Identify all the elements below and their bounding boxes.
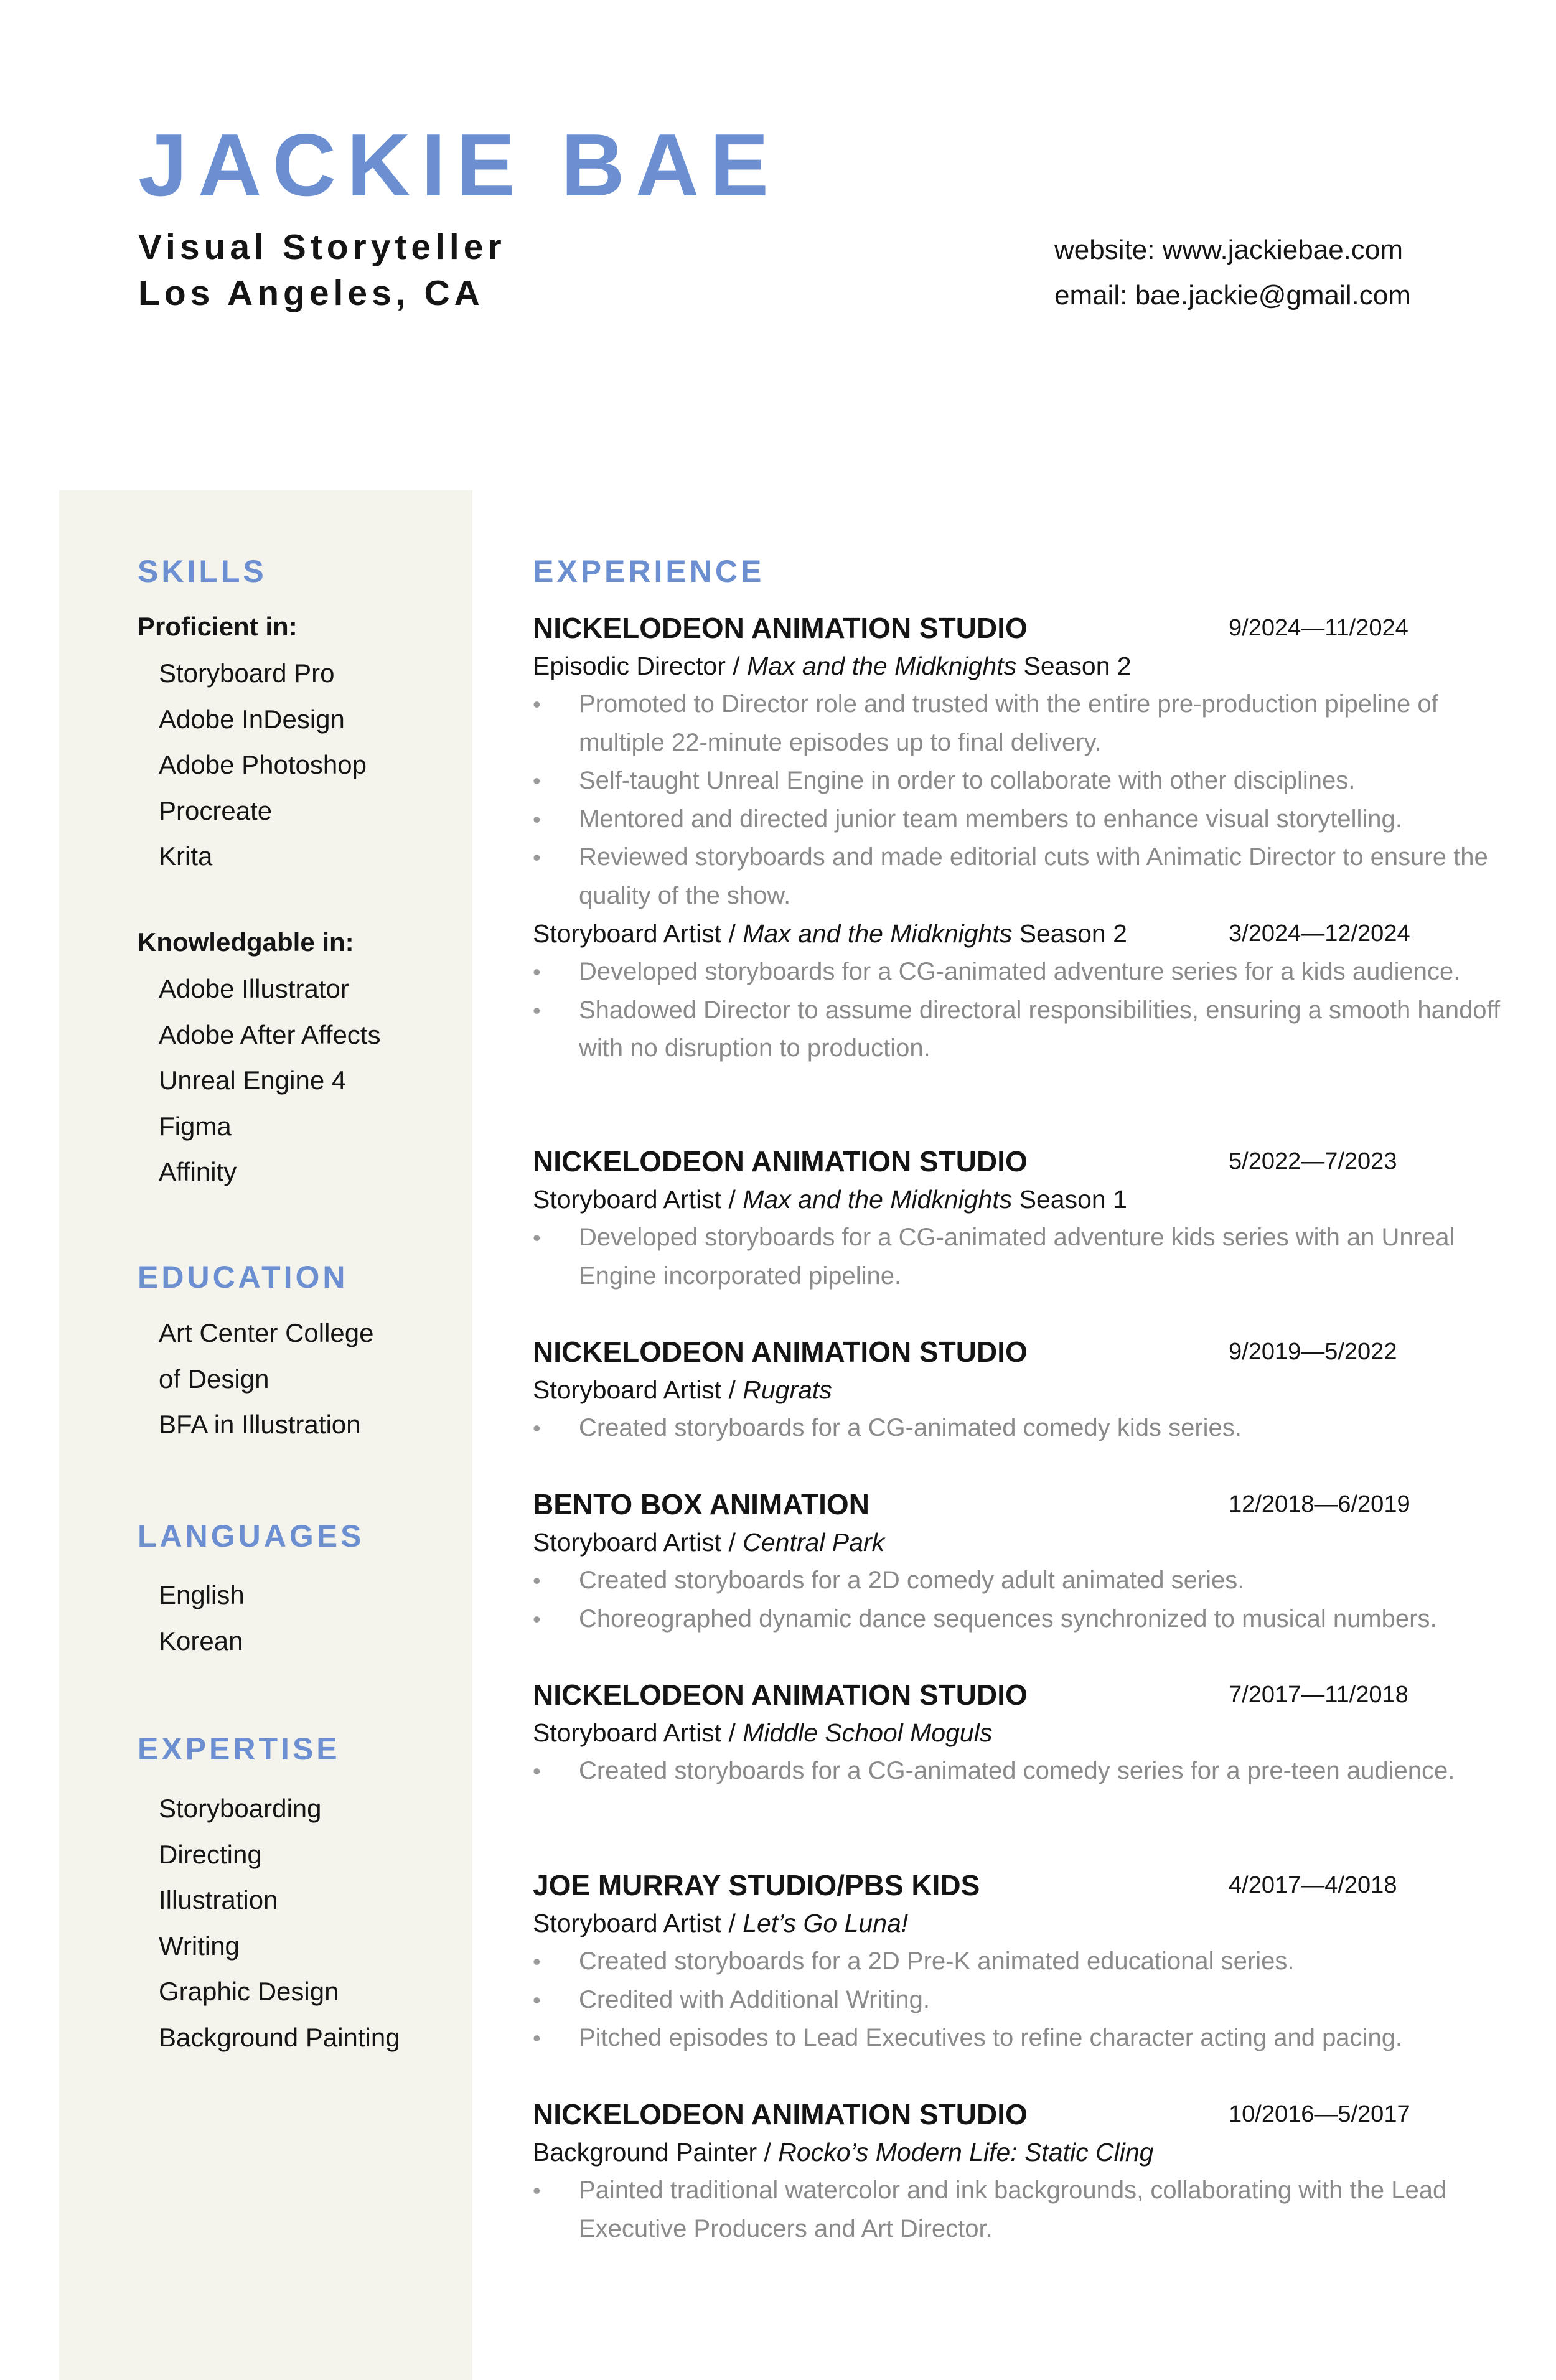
entry-header [533, 2095, 1504, 2134]
education-list [159, 1310, 374, 1448]
job-title: Visual Storyteller [138, 227, 506, 267]
date-range: 4/2017—4/2018 [1229, 1872, 1397, 1898]
bullet-list [533, 1942, 1504, 2058]
company-name: NICKELODEON ANIMATION STUDIO [533, 612, 1028, 644]
role-line [533, 1371, 1504, 1409]
bullet-list [533, 1219, 1504, 1295]
company-name: NICKELODEON ANIMATION STUDIO [533, 2098, 1028, 2130]
bullet-list [533, 953, 1504, 1068]
company-name: NICKELODEON ANIMATION STUDIO [533, 1145, 1028, 1178]
experience-entry [533, 1675, 1504, 1791]
languages-list [159, 1572, 245, 1664]
role-title: Storyboard Artist / [533, 1528, 743, 1557]
date-range: 9/2024—11/2024 [1229, 615, 1408, 641]
languages-heading: LANGUAGES [138, 1519, 365, 1553]
proficient-list [159, 650, 367, 879]
list-item: Writing [159, 1931, 240, 1961]
bullet-item: • Pitched episodes to Lead Executives to refine character acting and pacing. [533, 2019, 1504, 2058]
experience-entry [533, 1485, 1504, 1638]
experience-entry [533, 1866, 1504, 2058]
role-line [533, 2134, 1504, 2172]
list-item: Affinity [159, 1157, 237, 1186]
knowledgeable-label: Knowledgable in: [138, 927, 354, 957]
skills-heading: SKILLS [138, 554, 267, 589]
role-title: Storyboard Artist / [533, 1718, 743, 1747]
bullet-list [533, 1752, 1504, 1791]
list-item: BFA in Illustration [159, 1410, 361, 1439]
list-item: Adobe Illustrator [159, 974, 349, 1003]
experience-entry [533, 1142, 1504, 1295]
show-title: Max and the Midknights [747, 652, 1017, 680]
role-title: Episodic Director / [533, 652, 748, 680]
expertise-list [159, 1786, 400, 2060]
entry-header [533, 1675, 1504, 1714]
proficient-label: Proficient in: [138, 612, 298, 641]
role-line [533, 1714, 1504, 1752]
role-suffix: Season 2 [1012, 919, 1127, 948]
experience-entry [533, 1333, 1504, 1448]
company-name: JOE MURRAY STUDIO/PBS KIDS [533, 1869, 980, 1901]
bullet-item: • Created storyboards for a 2D comedy adult animated series. [533, 1562, 1504, 1600]
bullet-item: • Reviewed storyboards and made editorial cuts with Animatic Director to ensure the quality of the show. [533, 838, 1504, 915]
list-item: Korean [159, 1626, 243, 1656]
entry-header [533, 1866, 1504, 1904]
role-line [533, 915, 1127, 953]
experience-entry [533, 609, 1504, 1068]
bullet-item: • Created storyboards for a CG-animated comedy kids series. [533, 1409, 1504, 1448]
show-title: Middle School Moguls [743, 1718, 993, 1747]
entry-header [533, 1142, 1504, 1181]
company-name: NICKELODEON ANIMATION STUDIO [533, 1336, 1028, 1368]
bullet-item: • Created storyboards for a 2D Pre-K animated educational series. [533, 1942, 1504, 1981]
show-title: Max and the Midknights [743, 919, 1013, 948]
role-suffix: Season 2 [1016, 652, 1132, 680]
bullet-item: • Developed storyboards for a CG-animated adventure kids series with an Unreal Engine incorporated pipeline. [533, 1219, 1504, 1295]
date-range: 9/2019—5/2022 [1229, 1339, 1397, 1365]
email-link[interactable]: email: bae.jackie@gmail.com [1054, 280, 1411, 311]
list-item: of Design [159, 1364, 269, 1394]
bullet-item: • Shadowed Director to assume directoral responsibilities, ensuring a smooth handoff with no disruption to production. [533, 991, 1504, 1068]
role-line [533, 1524, 1504, 1562]
experience-entry [533, 2095, 1504, 2248]
knowledgeable-list [159, 966, 380, 1195]
company-name: NICKELODEON ANIMATION STUDIO [533, 1679, 1028, 1711]
bullet-item: • Credited with Additional Writing. [533, 1981, 1504, 2020]
entry-header [533, 1485, 1504, 1524]
bullet-list [533, 1409, 1504, 1448]
role-title: Storyboard Artist / [533, 1185, 743, 1214]
bullet-item: • Painted traditional watercolor and ink backgrounds, collaborating with the Lead Executive Producers and Art Director. [533, 2172, 1504, 2248]
list-item: Graphic Design [159, 1977, 339, 2006]
show-title: Max and the Midknights [743, 1185, 1013, 1214]
role-suffix: Season 1 [1012, 1185, 1127, 1214]
role-line [533, 647, 1504, 685]
date-range: 12/2018—6/2019 [1229, 1491, 1410, 1517]
company-name: BENTO BOX ANIMATION [533, 1488, 869, 1520]
experience-heading: EXPERIENCE [533, 554, 765, 589]
entry-header [533, 609, 1504, 647]
date-range: 7/2017—11/2018 [1229, 1682, 1408, 1708]
entry-header [533, 1333, 1504, 1371]
list-item: Figma [159, 1111, 232, 1141]
list-item: Art Center College [159, 1318, 374, 1347]
list-item: Adobe Photoshop [159, 750, 367, 779]
list-item: Storyboarding [159, 1794, 322, 1823]
expertise-heading: EXPERTISE [138, 1731, 340, 1766]
website-link[interactable]: website: www.jackiebae.com [1054, 235, 1404, 265]
show-title: Rocko’s Modern Life: Static Cling [778, 2138, 1154, 2167]
bullet-item: • Self-taught Unreal Engine in order to collaborate with other disciplines. [533, 762, 1504, 800]
bullet-list [533, 685, 1504, 915]
bullet-list [533, 1562, 1504, 1638]
list-item: English [159, 1580, 245, 1609]
list-item: Background Painting [159, 2022, 400, 2052]
list-item: Procreate [159, 795, 273, 825]
role-title: Storyboard Artist / [533, 1375, 743, 1404]
bullet-item: • Developed storyboards for a CG-animated adventure series for a kids audience. [533, 953, 1504, 991]
date-range: 10/2016—5/2017 [1229, 2101, 1410, 2127]
role-title: Background Painter / [533, 2138, 779, 2167]
show-title: Let’s Go Luna! [743, 1909, 909, 1937]
bullet-list [533, 2172, 1504, 2248]
list-item: Storyboard Pro [159, 658, 335, 688]
education-heading: EDUCATION [138, 1260, 349, 1295]
date-range: 3/2024—12/2024 [1229, 921, 1410, 947]
role-title: Storyboard Artist / [533, 1909, 743, 1937]
date-range: 5/2022—7/2023 [1229, 1148, 1397, 1174]
list-item: Adobe InDesign [159, 704, 345, 734]
bullet-item: • Promoted to Director role and trusted with the entire pre-production pipeline of multiple 22-minute episodes up to final delivery. [533, 685, 1504, 762]
show-title: Rugrats [743, 1375, 832, 1404]
role-header [533, 915, 1504, 953]
bullet-item: • Created storyboards for a CG-animated comedy series for a pre-teen audience. [533, 1752, 1504, 1791]
list-item: Directing [159, 1839, 262, 1869]
role-line [533, 1904, 1504, 1942]
list-item: Adobe After Affects [159, 1019, 381, 1049]
list-item: Krita [159, 841, 213, 871]
candidate-name: JACKIE BAE [138, 116, 780, 215]
location: Los Angeles, CA [138, 273, 484, 313]
list-item: Unreal Engine 4 [159, 1066, 347, 1095]
bullet-item: • Choreographed dynamic dance sequences synchronized to musical numbers. [533, 1600, 1504, 1639]
role-title: Storyboard Artist / [533, 919, 743, 948]
role-line [533, 1181, 1504, 1219]
bullet-item: • Mentored and directed junior team members to enhance visual storytelling. [533, 800, 1504, 839]
show-title: Central Park [743, 1528, 885, 1557]
list-item: Illustration [159, 1885, 278, 1914]
